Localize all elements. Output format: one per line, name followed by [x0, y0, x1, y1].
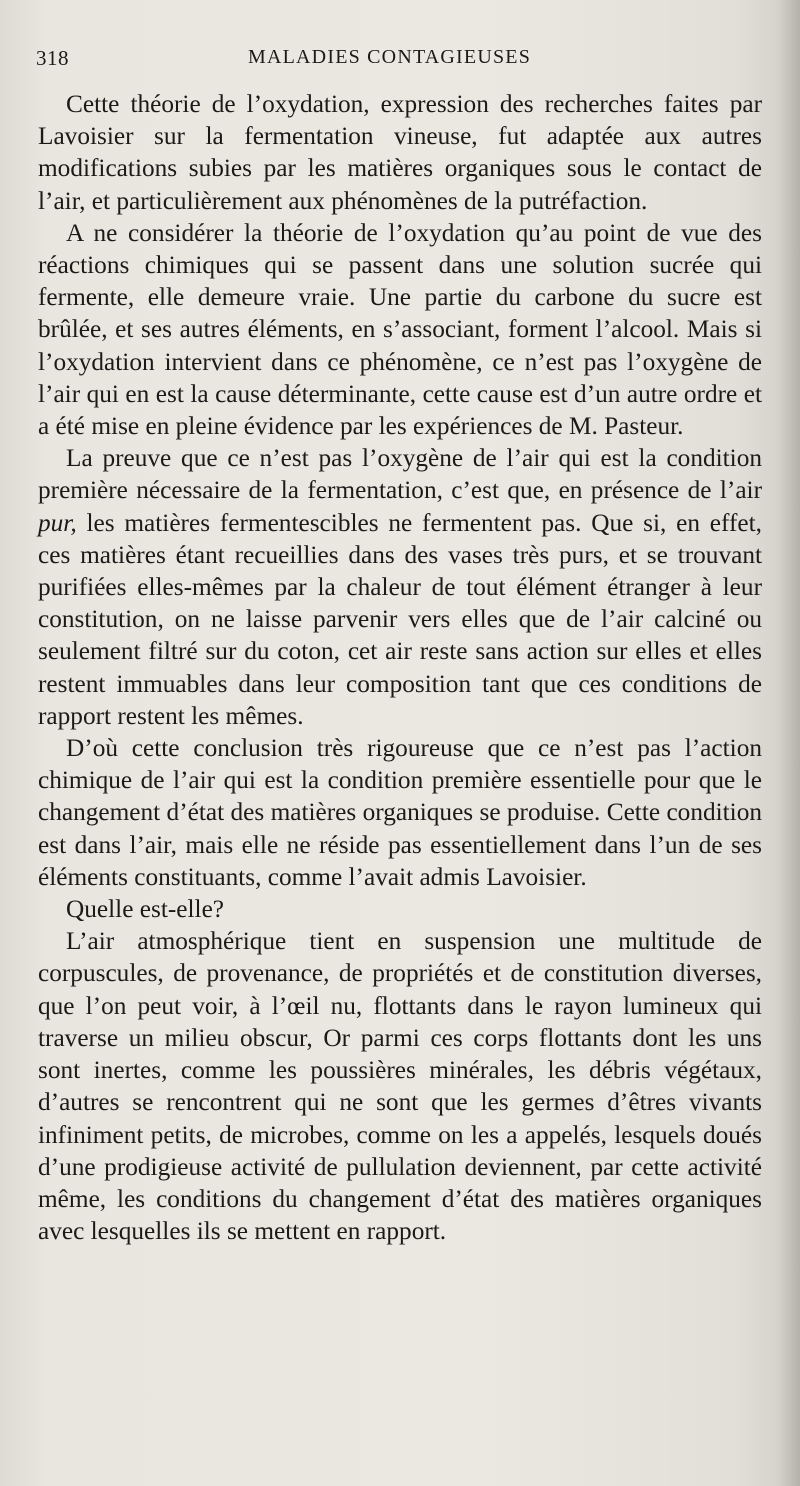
paragraph-conclusion: D’où cette conclusion très rigoureuse que ce n’est pas l’action chimique de l’air qui est la condition première essentielle pour que le changement d’état des matières organiques se produise. Cette condition est dans l’air, mais elle ne réside pas essentiellement dans l’un de ses éléments constituants, comme l’avait admis Lavoisier.: [38, 734, 762, 891]
page-number: 318: [36, 46, 69, 70]
paragraph-pure-air-proof: [38, 442, 762, 732]
page-header: [36, 44, 756, 74]
body-text: [38, 88, 762, 1247]
paragraph-chemical-reactions: A ne considérer la théorie de l’oxydation qu’au point de vue des réactions chimiques qui se passent dans une solution sucrée qui fermente, elle demeure vraie. Une partie du carbone du sucre est brûlée, et ses autres éléments, en s’associant, forment l’alcool. Mais si l’oxydation intervient dans ce phénomène, ce n’est pas l’oxygène de l’air qui en est la cause déterminante, cette cause est d’un autre ordre et a été mise en pleine évidence par les expériences de M. Pasteur.: [38, 218, 762, 441]
paragraph-question: Quelle est-elle?: [66, 895, 225, 924]
running-head: MALADIES CONTAGIEUSES: [248, 46, 532, 68]
page-edge-shadow: [778, 0, 800, 1486]
paragraph-pure-air-proof-before: La preuve que ce n’est pas l’oxygène de l’air qui est la condition première nécessaire de la fermentation, c’est que, en présence de l’air: [38, 444, 762, 505]
paragraph-pure-air-proof-after: les matières fermentescibles ne fermentent pas. Que si, en effet, ces matières étant recueillies dans des vases très purs, et se trouvant purifiées elles-mêmes par la chaleur de tout élément étranger à leur constitution, on ne laisse parvenir vers elles que de l’air calciné ou seulement filtré sur du coton, cet air reste sans action sur elles et elles restent immuables dans leur composition tant que ces conditions de rapport restent les mêmes.: [38, 508, 762, 730]
paragraph-oxydation-theory: Cette théorie de l’oxydation, expression des recherches faites par Lavoisier sur la fermentation vineuse, fut adaptée aux autres modifications subies par les matières organiques sous le contact de l’air, et particulièrement aux phénomènes de la putréfaction.: [38, 90, 762, 215]
emphasis-pur: pur,: [38, 508, 77, 537]
paragraph-corpuscles: L’air atmosphérique tient en suspension une multitude de corpuscules, de provenance, de propriétés et de constitution diverses, que l’on peut voir, à l’œil nu, flottants dans le rayon lumineux qui traverse un milieu obscur, Or parmi ces corps flottants dont les uns sont inertes, comme les poussières minérales, les débris végétaux, d’autres se rencontrent qui ne sont que les germes d’êtres vivants infiniment petits, de microbes, comme on les a appelés, lesquels doués d’une prodigieuse activité de pullulation deviennent, par cette activité même, les conditions du changement d’état des matières organiques avec lesquelles ils se mettent en rapport.: [38, 927, 762, 1246]
